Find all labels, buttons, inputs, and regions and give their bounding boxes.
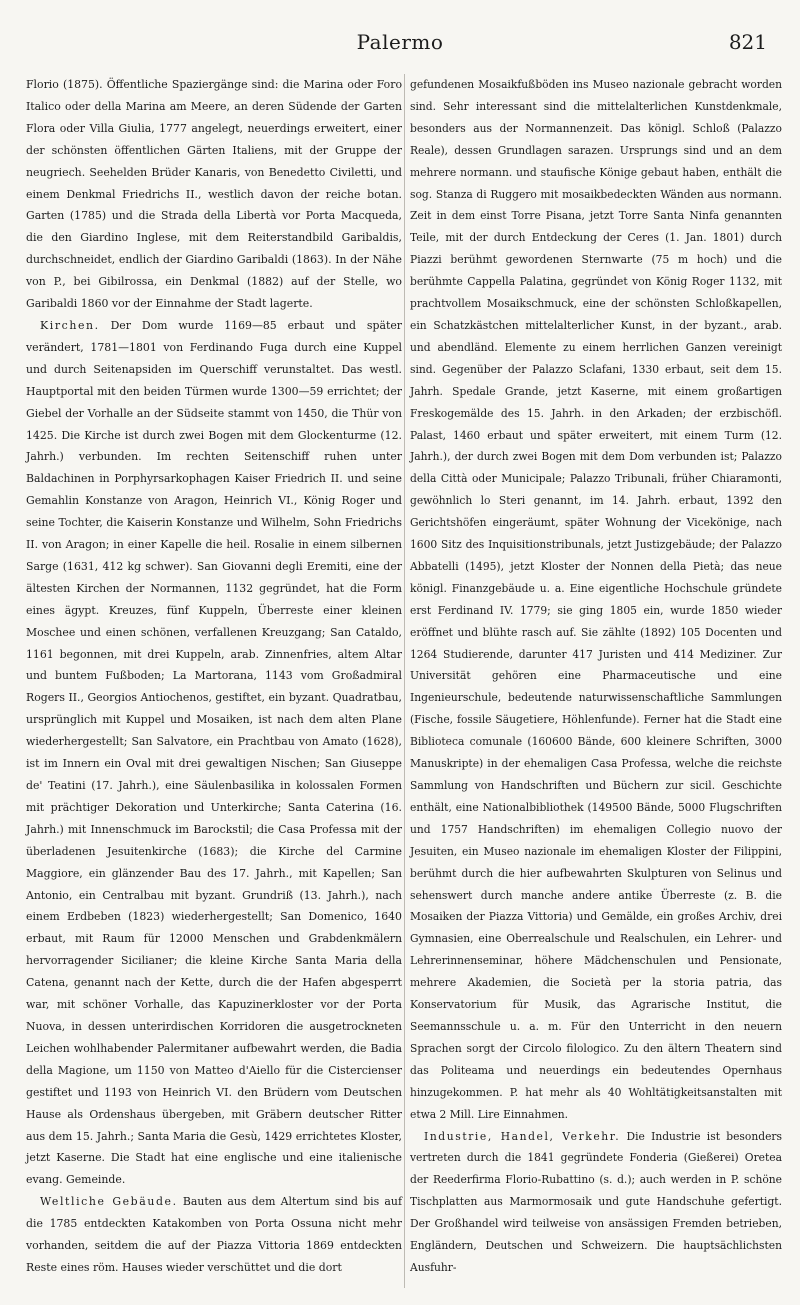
page-title: Palermo — [356, 30, 444, 54]
left-paragraph-kirchen — [26, 315, 402, 1191]
running-header — [0, 30, 800, 58]
section-heading-kirchen: Kirchen. — [40, 318, 100, 332]
kirchen-text: Der Dom wurde 1169—85 erbaut und später verändert, 1781—1801 von Ferdinando Fuga durch eine Kuppel und durch Seitenapsiden im Querschiff verunstaltet. Das westl. Hauptportal mit den beiden Türmen wurde 1300—59 errichtet; der Giebel der Vorhalle an der Südseite stammt von 1450, die Thür von 1425. Die Kirche ist durch zwei Bogen mit dem Glockenturme (12. Jahrh.) verbunden. Im rechten Seitenschiff ruhen unter Baldachinen in Porphyrsarkophagen Kaiser Friedrich II. und seine Gemahlin Konstanze von Aragon, Heinrich VI., König Roger und seine Tochter, die Kaiserin Konstanze und Wilhelm, Sohn Friedrichs II. von Aragon; in einer Kapelle die heil. Rosalie in einem silbernen Sarge (1631, 412 kg schwer). San Giovanni degli Eremiti, eine der ältesten Kirchen der Normannen, 1132 gegründet, hat die Form eines ägypt. Kreuzes, fünf Kuppeln, Überreste einer kleinen Moschee und einen schönen, verfallenen Kreuzgang; San Cataldo, 1161 begonnen, mit drei Kuppeln, arab. Zinnenfries, altem Altar und buntem Fußboden; La Martorana, 1143 vom Großadmiral Rogers II., Georgios Antiochenos, gestiftet, ein byzant. Quadratbau, ursprünglich mit Kuppel und Mosaiken, ist nach dem alten Plane wiederhergestellt; San Salvatore, ein Prachtbau von Amato (1628), ist im Innern ein Oval mit drei gewaltigen Nischen; San Giuseppe de' Teatini (17. Jahrh.), eine Säulenbasilika in kolossalen Formen mit prächtiger Dekoration und Unterkirche; Santa Caterina (16. Jahrh.) mit Innenschmuck im Barockstil; die Casa Professa mit der überladenen Jesuitenkirche (1683); die Kirche del Carmine Maggiore, ein glänzender Bau des 17. Jahrh., mit Kapellen; San Antonio, ein Centralbau mit byzant. Grundriß (13. Jahrh.), nach einem Erdbeben (1823) wiederhergestellt; San Domenico, 1640 erbaut, mit Raum für 12000 Menschen und Grabdenkmälern hervorragender Sicilianer; die kleine Kirche Santa Maria della Catena, genannt nach der Kette, durch die der Hafen abgesperrt war, mit schöner Vorhalle, das Kapuzinerkloster vor der Porta Nuova, in dessen unterirdischen Korridoren die ausgetrockneten Leichen wohlhabender Palermitaner aufbewahrt werden, die Badia della Magione, um 1150 von Matteo d'Aiello für die Cistercienser gestiftet und 1193 von Heinrich VI. den Brüdern vom Deutschen Hause als Ordenshaus übergeben, mit Gräbern deutscher Ritter aus dem 15. Jahrh.; Santa Maria die Gesù, 1429 errichtetes Kloster, jetzt Kaserne. Die Stadt hat eine englische und eine italienische evang. Gemeinde. — [26, 318, 402, 1187]
right-paragraph-industrie — [410, 1126, 782, 1279]
left-paragraph-weltliche — [26, 1191, 402, 1279]
left-paragraph-spaziergaenge: Florio (1875). Öffentliche Spaziergänge sind: die Marina oder Foro Italico oder della Marina am Meere, an deren Südende der Garten Flora oder Villa Giulia, 1777 angelegt, neuerdings erweitert, einer der schönsten öffentlichen Gärten Italiens, mit der Gruppe der neugriech. Seehelden Brüder Kanaris, von Benedetto Civiletti, und einem Denkmal Friedrichs II., westlich davon der reiche botan. Garten (1785) und die Strada della Libertà vor Porta Macqueda, die den Giardino Inglese, mit dem Reiterstandbild Garibaldis, durchschneidet, endlich der Giardino Garibaldi (1863). In der Nähe von P., bei Gibilrossa, ein Denkmal (1882) auf der Stelle, wo Garibaldi 1860 vor der Einnahme der Stadt lagerte. — [26, 78, 402, 311]
weltliche-text: Bauten aus dem Altertum sind bis auf die 1785 entdeckten Katakomben von Porta Ossuna nicht mehr vorhanden, seitdem die auf der Piazza Vittoria 1869 entdeckten Reste eines röm. Hauses wieder verschüttet und die dort — [26, 1195, 402, 1274]
right-column — [410, 74, 782, 1279]
left-column — [26, 74, 402, 1279]
right-paragraph-gebaeude: gefundenen Mosaikfußböden ins Museo nazionale gebracht worden sind. Sehr interessant sind die mittelalterlichen Kunstdenkmale, besonders aus der Normannenzeit. Das königl. Schloß (Palazzo Reale), dessen Grundlagen sarazen. Ursprungs sind und an dem mehrere normann. und staufische Könige gebaut haben, enthält die sog. Stanza di Ruggero mit mosaikbedeckten Wänden aus normann. Zeit in dem einst Torre Pisana, jetzt Torre Santa Ninfa genannten Teile, mit der durch Entdeckung der Ceres (1. Jan. 1801) durch Piazzi berühmt gewordenen Sternwarte (75 m hoch) und die berühmte Cappella Palatina, gegründet von König Roger 1132, mit prachtvollem Mosaikschmuck, eine der schönsten Schloßkapellen, ein Schatzkästchen mittelalterlicher Kunst, in der byzant., arab. und abendländ. Elemente zu einem herrlichen Ganzen vereinigt sind. Gegenüber der Palazzo Sclafani, 1330 erbaut, seit dem 15. Jahrh. Spedale Grande, jetzt Kaserne, mit einem großartigen Freskogemälde des 15. Jahrh. in den Arkaden; der erzbischöfl. Palast, 1460 erbaut und später erweitert, mit einem Turm (12. Jahrh.), der durch zwei Bogen mit dem Dom verbunden ist; Palazzo della Città oder Municipale; Palazzo Tribunali, früher Chiaramonti, gewöhnlich lo Steri genannt, im 14. Jahrh. erbaut, 1392 den Gerichtshöfen eingeräumt, später Wohnung der Vicekönige, nach 1600 Sitz des Inquisitionstribunals, jetzt Justizgebäude; der Palazzo Abbatelli (1495), jetzt Kloster der Nonnen della Pietà; das neue königl. Finanzgebäude u. a. Eine eigentliche Hochschule gründete erst Ferdinand IV. 1779; sie ging 1805 ein, wurde 1850 wieder eröffnet und blühte rasch auf. Sie zählte (1892) 105 Docenten und 1264 Studierende, darunter 417 Juristen und 414 Mediziner. Zur Universität gehören eine Pharmaceutische und eine Ingenieurschule, bedeutende naturwissenschaftliche Sammlungen (Fische, fossile Säugetiere, Höhlenfunde). Ferner hat die Stadt eine Biblioteca comunale (160600 Bände, 600 kleinere Schriften, 3000 Manuskripte) in der ehemaligen Casa Professa, welche die reichste Sammlung von Handschriften und Büchern zur sicil. Geschichte enthält, eine Nationalbibliothek (149500 Bände, 5000 Flugschriften und 1757 Handschriften) im ehemaligen Collegio nuovo der Jesuiten, ein Museo nazionale im ehemaligen Kloster der Filippini, berühmt durch die hier aufbewahrten Skulpturen von Selinus und sehenswert durch manche andere antike Überreste (z. B. die Mosaiken der Piazza Vittoria) und Gemälde, ein großes Archiv, drei Gymnasien, eine Oberrealschule und Realschulen, ein Lehrer- und Lehrerinnenseminar, höhere Mädchenschulen und Pensionate, mehrere Akademien, die Società per la storia patria, das Konservatorium für Musik, das Agrarische Institut, die Seemannsschule u. a. m. Für den Unterricht in den neuern Sprachen sorgt der Circolo filologico. Zu den ältern Theatern sind das Politeama und neuerdings ein bedeutendes Opernhaus hinzugekommen. P. hat mehr als 40 Wohltätigkeitsanstalten mit etwa 2 Mill. Lire Einnahmen. — [410, 78, 782, 1121]
page-number: 821 — [728, 30, 767, 54]
industrie-text: Die Industrie ist besonders vertreten durch die 1841 gegründete Fonderia (Gießerei) Oretea der Reederfirma Florio-Rubattino (s. d.); auch werden in P. schöne Tischplatten aus Marmormosaik und gute Handschuhe gefertigt. Der Großhandel wird teilweise von ansässigen Fremden betrieben, Engländern, Deutschen und Schweizern. Die hauptsächlichsten Ausfuhr- — [410, 1129, 782, 1274]
section-heading-weltliche: Weltliche Gebäude. — [40, 1195, 178, 1209]
column-divider — [404, 74, 405, 1288]
section-heading-industrie: Industrie, Handel, Verkehr. — [424, 1129, 621, 1143]
